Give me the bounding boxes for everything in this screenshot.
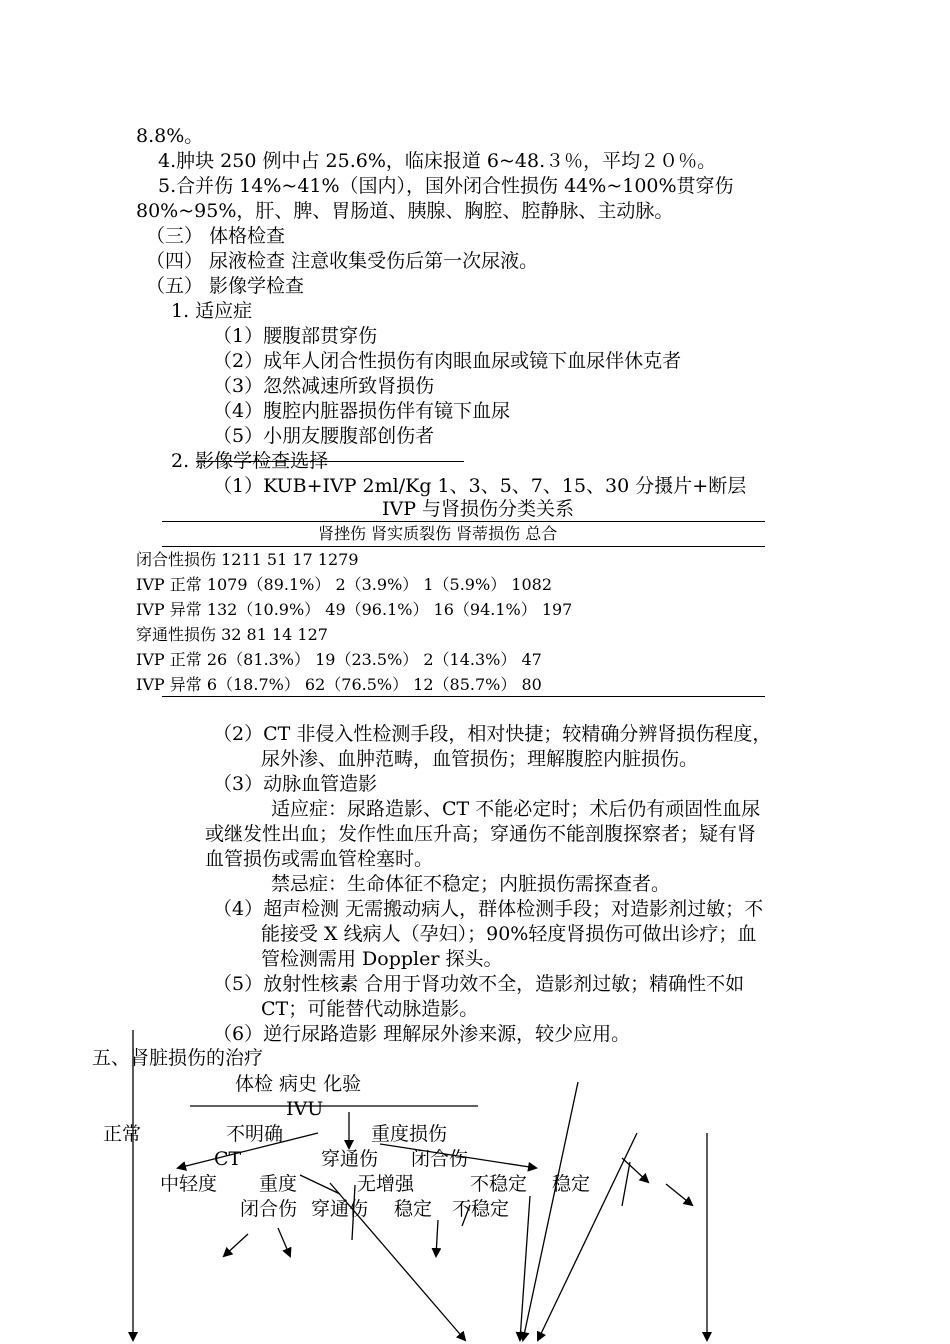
- angio-indication-3: 血管损伤或需血管栓塞时。: [205, 848, 434, 870]
- ultrasound-line-2: 能接受 X 线病人（孕妇）；90%轻度肾损伤可做出诊疗；血: [261, 923, 757, 945]
- flow-stable-2: 稳定: [394, 1198, 433, 1220]
- flow-stable: 稳定: [552, 1173, 591, 1195]
- section-treatment-heading: 五、肾脏损伤的治疗: [92, 1047, 264, 1069]
- para-combined-injury-1: 5.合并伤 14%~41%（国内），国外闭合性损伤 44%~100%贯穿伤: [158, 175, 734, 197]
- ct-line-2: 尿外渗、血肿范畴，血管损伤；理解腹腔内脏损伤。: [261, 748, 699, 770]
- flow-penetrating: 穿通伤: [321, 1148, 379, 1170]
- flow-unstable-2: 不稳定: [452, 1198, 510, 1220]
- table-title: IVP 与肾损伤分类关系: [382, 498, 575, 520]
- flow-arrow: [538, 1133, 637, 1340]
- flow-arrow: [520, 1196, 530, 1340]
- flow-arrow: [622, 1162, 630, 1206]
- flow-mild: 中轻度: [160, 1173, 218, 1195]
- table-row: IVP 正常 1079（89.1%） 2（3.9%） 1（5.9%） 1082: [136, 575, 552, 594]
- flow-unstable: 不稳定: [470, 1173, 528, 1195]
- nuclide-line-2: CT；可能替代动脉造影。: [261, 998, 479, 1020]
- indication-item: （1）腰腹部贯穿伤: [213, 325, 378, 347]
- indications-title: 1. 适应症: [171, 300, 253, 322]
- indication-item: （5）小朋友腰腹部创伤者: [213, 425, 435, 447]
- angio-contraindication: 禁忌症：生命体征不稳定；内脏损伤需探查者。: [271, 873, 671, 895]
- flow-arrow: [436, 1220, 438, 1256]
- table-row: 穿通性损伤 32 81 14 127: [136, 625, 328, 644]
- heading-urinalysis: （四） 尿液检查 注意收集受伤后第一次尿液。: [146, 250, 539, 272]
- flow-unclear: 不明确: [226, 1123, 284, 1145]
- flow-severe-injury: 重度损伤: [371, 1123, 448, 1145]
- flow-arrow: [300, 1175, 340, 1194]
- flow-normal: 正常: [103, 1123, 142, 1145]
- table-row: 闭合性损伤 1211 51 17 1279: [136, 550, 359, 569]
- nuclide-line-1: （5）放射性核素 合用于肾功效不全，造影剂过敏；精确性不如: [213, 973, 745, 995]
- ct-line-1: （2）CT 非侵入性检测手段，相对快捷；较精确分辨肾损伤程度，: [213, 723, 772, 745]
- flow-ct: CT: [214, 1148, 242, 1170]
- para-continuation: 8.8%。: [136, 125, 204, 147]
- flow-arrow: [666, 1184, 692, 1205]
- indication-item: （2）成年人闭合性损伤有肉眼血尿或镜下血尿伴休克者: [213, 350, 682, 372]
- heading-imaging: （五） 影像学检查: [146, 275, 305, 297]
- flow-arrow: [278, 1228, 290, 1256]
- para-mass: 4.肿块 250 例中占 25.6%，临床报道 6~48.３％，平均２０％。: [158, 150, 717, 172]
- flow-closed-2: 闭合伤: [240, 1198, 298, 1220]
- table-row: IVP 异常 6（18.7%） 62（76.5%） 12（85.7%） 80: [136, 675, 542, 694]
- flow-no-enhancement: 无增强: [357, 1173, 415, 1195]
- angio-indication-1: 适应症：尿路造影、CT 不能必定时；术后仍有顽固性血尿: [271, 798, 761, 820]
- flow-arrow: [224, 1234, 248, 1256]
- angio-indication-2: 或继发性出血；发作性血压升高；穿通伤不能剖腹探察者；疑有肾: [205, 823, 757, 845]
- table-row: IVP 正常 26（81.3%） 19（23.5%） 2（14.3%） 47: [136, 650, 542, 669]
- flow-arrow: [622, 1158, 648, 1182]
- table-header: 肾挫伤 肾实质裂伤 肾蒂损伤 总合: [318, 524, 558, 543]
- flow-ivu: IVU: [286, 1098, 324, 1120]
- flow-arrow: [523, 1082, 578, 1340]
- table-row: IVP 异常 132（10.9%） 49（96.1%） 16（94.1%） 197: [136, 600, 573, 619]
- flow-heavy: 重度: [259, 1173, 298, 1195]
- para-combined-injury-2: 80%~95%，肝、脾、胃肠道、胰腺、胸腔、腔静脉、主动脉。: [136, 200, 674, 222]
- flow-top-row: 体检 病史 化验: [235, 1073, 362, 1095]
- imaging-selection-title: 2. 影像学检查选择: [171, 450, 329, 472]
- retrograde-line: （6）逆行尿路造影 理解尿外渗来源，较少应用。: [213, 1023, 631, 1045]
- flow-penetrating-2: 穿通伤: [311, 1198, 369, 1220]
- heading-physical-exam: （三） 体格检查: [146, 225, 286, 247]
- ultrasound-line-1: （4）超声检测 无需搬动病人，群体检测手段；对造影剂过敏；不: [213, 898, 764, 920]
- ultrasound-line-3: 管检测需用 Doppler 探头。: [261, 948, 503, 970]
- angiography-title: （3）动脉血管造影: [213, 773, 378, 795]
- imaging-selection-1: （1）KUB+IVP 2ml/Kg 1、3、5、7、15、30 分摄片+断层: [213, 475, 747, 497]
- indication-item: （4）腹腔内脏器损伤伴有镜下血尿: [213, 400, 511, 422]
- indication-item: （3）忽然减速所致肾损伤: [213, 375, 435, 397]
- flow-closed: 闭合伤: [411, 1148, 469, 1170]
